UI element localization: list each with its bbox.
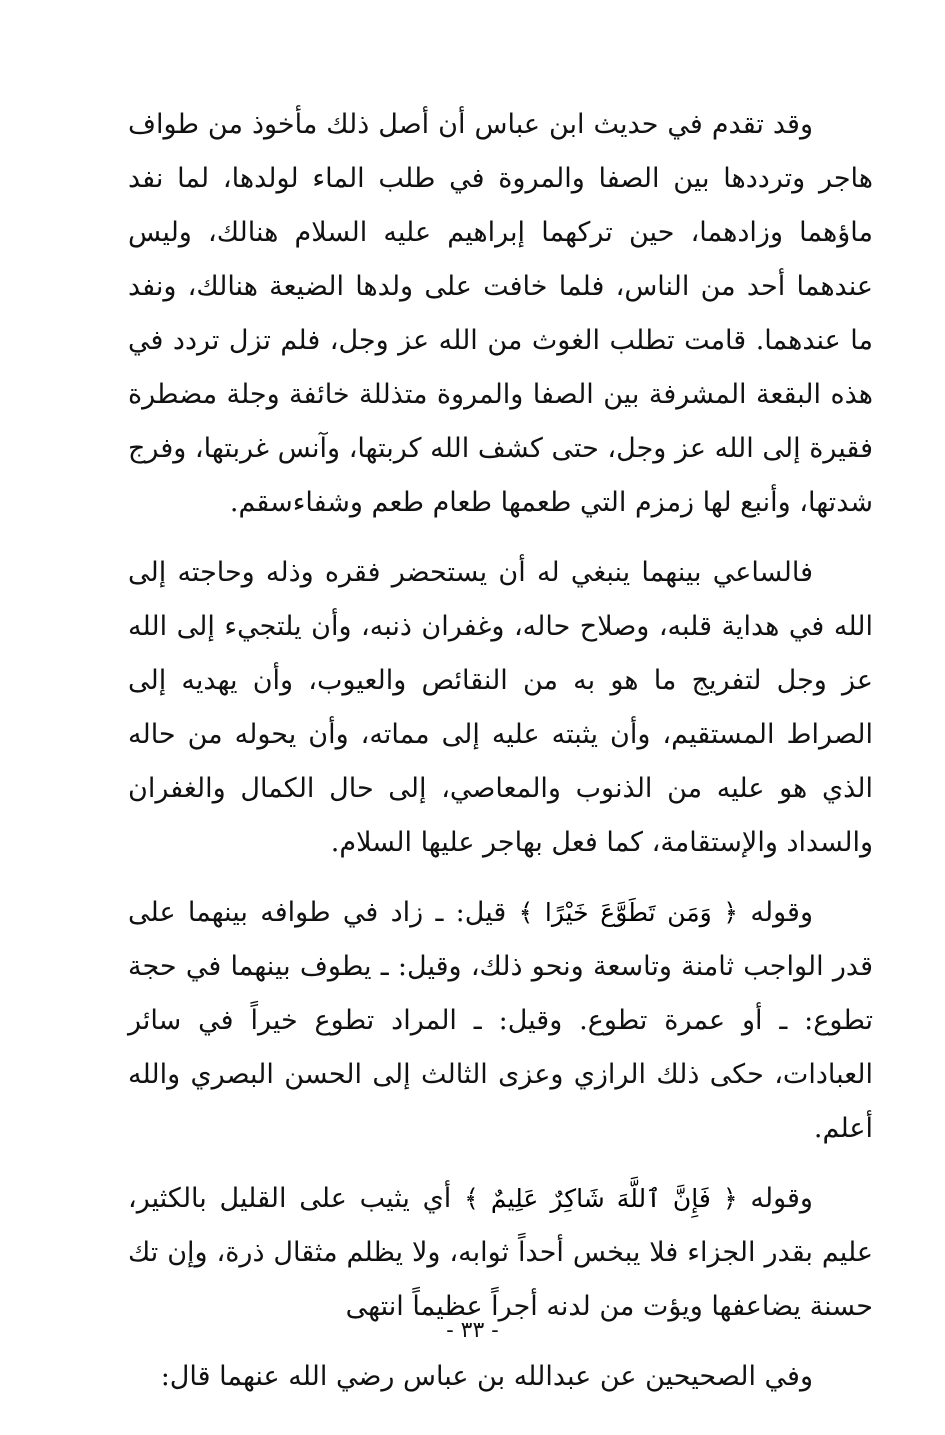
paragraph-text: وقوله bbox=[750, 1183, 813, 1214]
paragraph-hajar-story bbox=[128, 98, 873, 530]
quran-quote: ﴿ فَإِنَّ ٱللَّهَ شَاكِرٌ عَلِيمٌ ﴾ bbox=[464, 1184, 738, 1213]
paragraph-shakir-alim bbox=[128, 1172, 873, 1334]
page-number: - ٣٣ - bbox=[446, 1318, 499, 1343]
paragraph-text: وفي الصحيحين عن عبدالله بن عباس رضي الله عنهما قال: bbox=[160, 1361, 813, 1392]
paragraph-text: قيل: ـ زاد في طوافه بينهما على قدر الواجب ثامنة وتاسعة ونحو ذلك، وقيل: ـ يطوف بينهما في حجة تطوع: ـ أو عمرة تطوع. وقيل: ـ المراد تطوع خيراً في سائر العبادات، حكى ذلك الرازي وعزى الثالث إلى الحسن البصري والله أعلم. bbox=[128, 897, 873, 1144]
paragraph-sahihain bbox=[128, 1350, 873, 1404]
paragraph-text: وقد تقدم في حديث ابن عباس أن أصل ذلك مأخوذ من طواف هاجر وترددها بين الصفا والمروة في طلب الماء لولدها، لما نفد ماؤهما وزادهما، حين تركهما إبراهيم عليه السلام هنالك، وليس عندهما أحد من الناس، فلما خافت على ولدها الضيعة هنالك، ونفد ما عندهما. قامت تطلب الغوث من الله عز وجل، فلم تزل تردد في هذه البقعة المشرفة بين الصفا والمروة متذللة خائفة وجلة مضطرة فقيرة إلى الله عز وجل، حتى كشف الله كربتها، وآنس غربتها، وفرج شدتها، وأنبع لها زمزم التي طعمها طعام طعم وشفاءسقم. bbox=[128, 109, 873, 518]
paragraph-tatawwa bbox=[128, 886, 873, 1156]
paragraph-text: وقوله bbox=[750, 897, 813, 928]
body-text bbox=[128, 98, 873, 1420]
paragraph-text: أي يثيب على القليل بالكثير، عليم بقدر الجزاء فلا يبخس أحداً ثوابه، ولا يظلم مثقال ذرة، وإن تك حسنة يضاعفها ويؤت من لدنه أجراً عظيماً انتهى bbox=[128, 1183, 873, 1322]
paragraph-text: فالساعي بينهما ينبغي له أن يستحضر فقره وذله وحاجته إلى الله في هداية قلبه، وصلاح حاله، وغفران ذنبه، وأن يلتجيء إلى الله عز وجل لتفريج ما هو به من النقائص والعيوب، وأن يهديه إلى الصراط المستقيم، وأن يثبته عليه إلى مماته، وأن يحوله من حاله الذي هو عليه من الذنوب والمعاصي، إلى حال الكمال والغفران والسداد والإستقامة، كما فعل بهاجر عليها السلام. bbox=[128, 557, 873, 858]
quran-quote: ﴿ وَمَن تَطَوَّعَ خَيْرًا ﴾ bbox=[518, 898, 739, 927]
paragraph-sai-meaning bbox=[128, 546, 873, 870]
